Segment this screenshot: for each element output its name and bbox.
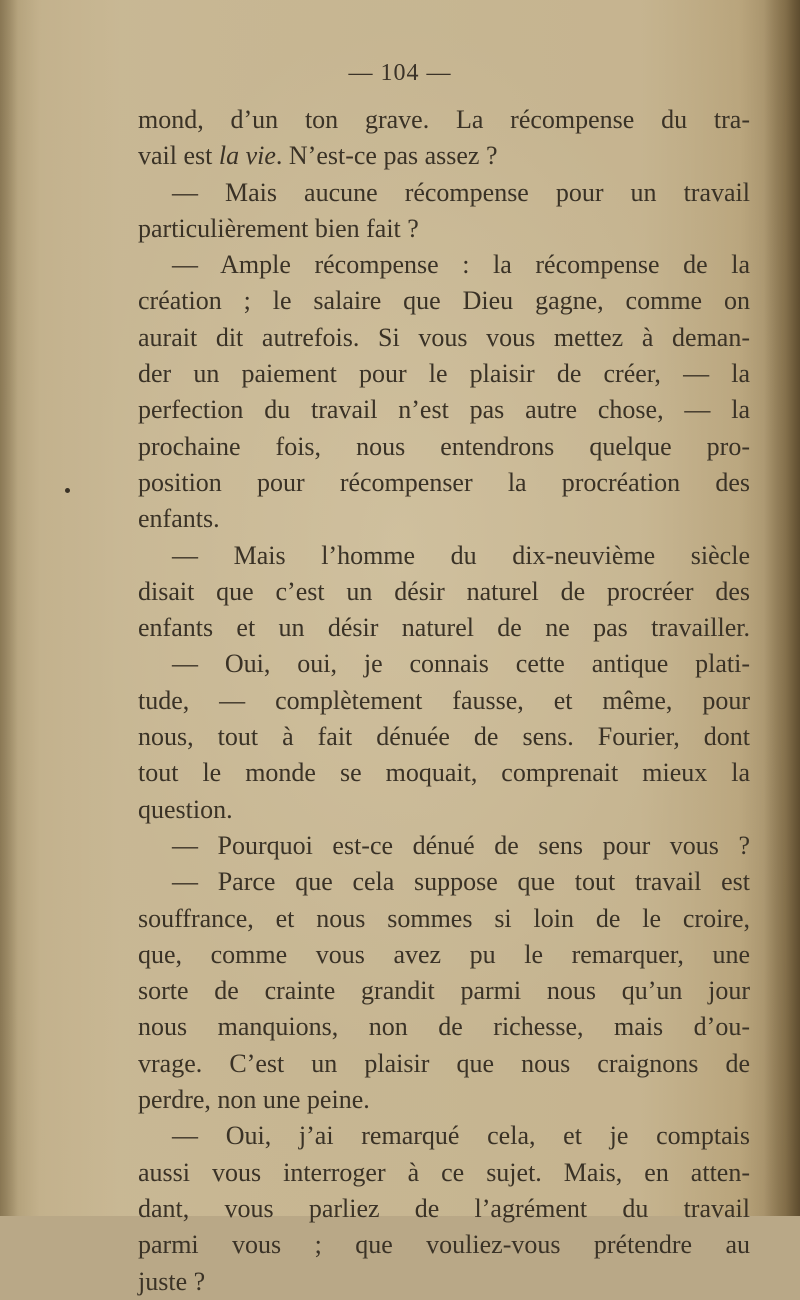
italic-text: la vie: [218, 141, 276, 171]
text-line: [138, 864, 750, 900]
text-line: [138, 1118, 750, 1154]
page-right-edge: [764, 0, 800, 1216]
text-segment: — Parce que cela suppose que tout travail est: [172, 867, 750, 897]
text-segment: dant, vous parliez de l’agrément du travail: [138, 1193, 750, 1223]
text-segment: vrage. C’est un plaisir que nous craignons de: [138, 1048, 750, 1078]
body-text: [138, 102, 750, 1300]
text-line: [138, 1155, 750, 1191]
text-line: [138, 610, 750, 646]
text-line: [138, 1046, 750, 1082]
text-line: [138, 574, 750, 610]
text-segment: mond, d’un ton grave. La récompense du tra-: [138, 105, 750, 134]
text-line: [138, 392, 750, 428]
text-segment: position pour récompenser la procréation des: [138, 467, 750, 497]
text-line: [138, 792, 750, 828]
text-line: [138, 138, 750, 174]
text-segment: création ; le salaire que Dieu gagne, comme on: [138, 286, 750, 316]
text-segment: souffrance, et nous sommes si loin de le croire,: [138, 903, 750, 933]
text-line: [138, 211, 750, 247]
text-segment: parmi vous ; que vouliez-vous prétendre au: [138, 1230, 750, 1260]
text-segment: que, comme vous avez pu le remarquer, une: [138, 939, 750, 969]
text-line: [138, 320, 750, 356]
text-segment: nous manquions, non de richesse, mais d’ou-: [138, 1012, 750, 1042]
margin-mark: [65, 488, 70, 493]
text-segment: enfants et un désir naturel de ne pas travailler.: [138, 613, 750, 643]
text-line: [138, 501, 750, 537]
text-segment: nous, tout à fait dénuée de sens. Fourier, dont: [138, 722, 750, 752]
text-line: [138, 356, 750, 392]
text-segment: aussi vous interroger à ce sujet. Mais, en atten-: [138, 1157, 750, 1187]
text-line: [138, 901, 750, 937]
text-line: [138, 1191, 750, 1227]
text-segment: — Ample récompense : la récompense de la: [172, 250, 750, 280]
text-segment: — Oui, j’ai remarqué cela, et je comptais: [172, 1121, 750, 1151]
text-line: [138, 465, 750, 501]
text-segment: tout le monde se moquait, comprenait mieux la: [138, 758, 750, 788]
text-segment: tude, — complètement fausse, et même, pour: [138, 685, 750, 715]
text-segment: sorte de crainte grandit parmi nous qu’un jour: [138, 976, 750, 1006]
text-line: [138, 175, 750, 211]
text-segment: vail est: [138, 141, 219, 171]
text-line: [138, 937, 750, 973]
text-segment: perdre, non une peine.: [138, 1085, 370, 1115]
text-line: [138, 755, 750, 791]
text-segment: juste ?: [138, 1266, 206, 1296]
text-line: [138, 1227, 750, 1263]
text-line: [138, 1009, 750, 1045]
text-segment: enfants.: [138, 504, 220, 534]
text-line: [138, 102, 750, 138]
text-line: [138, 719, 750, 755]
text-line: [138, 973, 750, 1009]
text-line: [138, 247, 750, 283]
text-line: [138, 538, 750, 574]
text-segment: question.: [138, 794, 233, 824]
text-segment: — Mais aucune récompense pour un travail: [172, 177, 750, 207]
text-line: [138, 429, 750, 465]
text-line: [138, 283, 750, 319]
text-segment: der un paiement pour le plaisir de créer, — la: [138, 359, 750, 389]
text-segment: . N’est-ce pas assez ?: [275, 141, 498, 171]
text-segment: — Mais l’homme du dix-neuvième siècle: [172, 540, 750, 570]
text-line: [138, 1264, 750, 1300]
text-segment: — Oui, oui, je connais cette antique plati-: [172, 649, 750, 679]
text-segment: — Pourquoi est-ce dénué de sens pour vous ?: [172, 830, 750, 860]
page-number: — 104 —: [348, 60, 452, 86]
text-line: [138, 646, 750, 682]
text-line: [138, 828, 750, 864]
text-segment: aurait dit autrefois. Si vous vous mettez à deman-: [138, 322, 750, 352]
text-segment: perfection du travail n’est pas autre chose, — la: [138, 395, 750, 425]
text-line: [138, 1082, 750, 1118]
text-segment: disait que c’est un désir naturel de procréer des: [138, 576, 750, 606]
text-line: [138, 683, 750, 719]
page-left-shadow: [0, 0, 18, 1216]
text-segment: prochaine fois, nous entendrons quelque pro-: [138, 431, 750, 461]
text-segment: particulièrement bien fait ?: [138, 213, 419, 243]
